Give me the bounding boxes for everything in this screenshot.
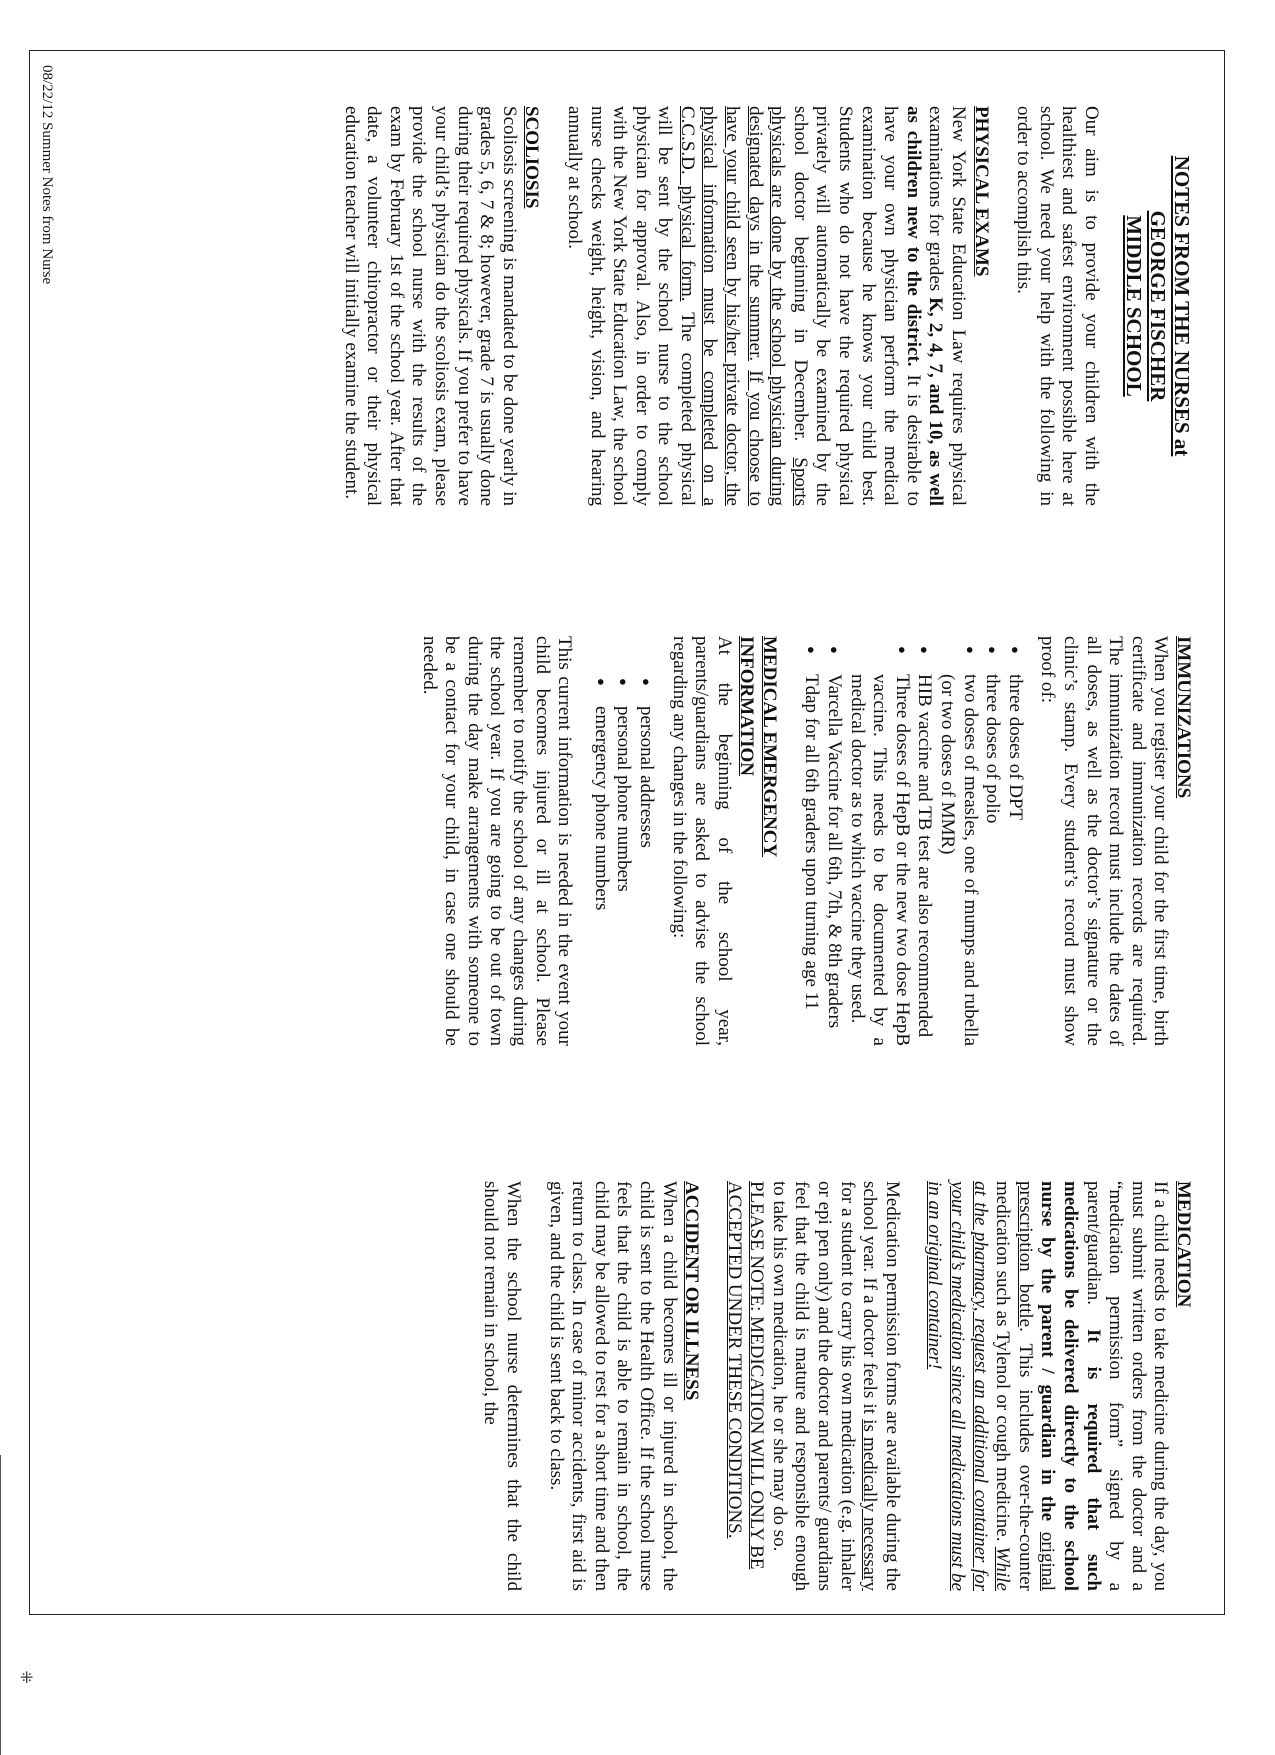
physical-text-a: New York State Education Law requires physical examinations for grades: [925, 106, 970, 506]
list-item: ● Tdap for all 6th graders upon turning age 11: [800, 674, 823, 1046]
physical-grades-bold: K, 2, 4, 7, and 10, as well as children new to the district.: [902, 106, 947, 506]
original-bottle-underlined: original prescription bottle: [1014, 1181, 1059, 1591]
accident-paragraph: When a child becomes ill or injured in school, the child is sent to the Health Office. If the school nurse feels that the child is able to remain in school, the child may be allowed to rest for a short time and then return to class. In case of minor accidents, first aid is given, and the child is sent back to class.: [545, 1181, 680, 1591]
title-line-2: GEORGE FISCHER: [1146, 210, 1170, 402]
footer-note: 08/22/12 Summer Notes from Nurse: [39, 65, 55, 285]
list-item: ● Three doses of HepB or the new two dose HepB vaccine. This needs to be documented by a medical doctor as to which vaccine they used.: [845, 674, 913, 1046]
list-item: ● personal addresses: [634, 706, 657, 1046]
medical-emergency-heading-2: INFORMATION: [736, 636, 758, 777]
physical-exams-heading: PHYSICAL EXAMS: [970, 106, 992, 277]
list-item: ● Varcella Vaccine for all 6th, 7th, & 8th graders: [823, 674, 846, 1046]
medication-paragraph-2: [767, 1181, 903, 1591]
scan-edge-mark: [0, 1455, 15, 1755]
intro-paragraph: Our aim is to provide your children with the healthiest and safest environment possible here at school. We need your help with the following in order to accomplish this.: [1013, 106, 1102, 506]
rotated-flyer-page: [29, 50, 1225, 1615]
title-line-3: MIDDLE SCHOOL: [1122, 215, 1146, 397]
medically-necessary-underlined: is medically necessary: [859, 1419, 881, 1591]
medication-text-2c: for a student to carry his own medication (e.g. inhaler or epi pen only) and the doctor and parents/ guardians feel that the child is mature and responsible enough to take his own medication, he or she may do so.: [768, 1181, 858, 1591]
medication-text-a: If a child needs to take medicine during the day, you must submit written orders from the doctor and a “medication permission form” signed by a parent/guardian.: [1082, 1181, 1172, 1591]
medication-text-d: . This includes over-the-counter medication such as Tylenol or cough medicine.: [992, 1181, 1036, 1591]
list-item: ● two doses of measles, one of mumps and rubella (or two doses of MMR): [935, 674, 980, 1046]
accident-paragraph-2: When the school nurse determines that the child should not remain in school, the: [480, 1181, 524, 1591]
immunizations-list: [800, 636, 1026, 1046]
medication-heading: MEDICATION: [1173, 1181, 1194, 1308]
pharmacy-italic-note: While at the pharmacy, request an additional container for your child’s medication since all medications must be in an original container!: [924, 1181, 1014, 1591]
column-middle: [397, 636, 1194, 1046]
medication-text-2a: Medication permission forms are available during the school year. If a doctor feels it: [859, 1181, 903, 1591]
immunizations-heading: IMMUNIZATIONS: [1173, 636, 1194, 799]
list-item: ● personal phone numbers: [612, 706, 635, 1046]
list-item: ● three doses of DPT: [1003, 674, 1026, 1046]
emergency-paragraph-2: This current information is needed in the event your child becomes injured or ill at school. Please remember to notify the school of any changes during the school year. If you are going to be out of town during the day make arrangements with someone to be a contact for your child, in case one should be needed.: [418, 636, 576, 1046]
accident-heading: ACCIDENT OR ILLNESS: [681, 1181, 703, 1401]
physical-space: [745, 361, 766, 370]
emergency-paragraph: At the beginning of the school year, parents/guardians are asked to advise the school regarding any changes in the following:: [668, 636, 735, 1046]
physical-text-g: The completed physical will be sent by the school nurse to the school physician for approval. Also, in order to comply with the New York State Education Law, the school nurse checks weight, height, vision, and hearing annually at school.: [563, 106, 698, 507]
medication-required-bold: It is required that such medications be delivered directly to the school nurse by the parent / guardian in the: [1037, 1181, 1104, 1591]
flyer-title: [1122, 106, 1194, 506]
sports-physicals-underlined: Sports physicals are done by the school physician during designated days in the summer.: [744, 106, 811, 506]
column-left: [319, 106, 1194, 506]
private-doctor-underlined: If you choose to have your child seen by his/her private doctor, the physical information must be completed on a C.C.S.D. physical form.: [676, 106, 766, 506]
immunizations-paragraph: When you register your child for the first time, birth certificate and immunization records are required. The immunization record must include the dates of all doses, as well as the doctor’s signature or the clinic’s stamp. Every student’s record must show proof of:: [1037, 636, 1172, 1046]
column-right: [459, 1181, 1194, 1591]
physical-text-c: It is desirable to have your own physician perform the medical examination because he knows your child best. Students who do not have the required physical privately will automatically be examined by the school doctor beginning in December.: [789, 106, 924, 506]
medication-paragraph-1: [923, 1181, 1172, 1591]
medical-emergency-heading: MEDICAL EMERGENCY: [758, 636, 780, 858]
emergency-list: [589, 636, 657, 1046]
list-item: ● three doses of polio: [981, 674, 1004, 1046]
physical-exams-paragraph: [562, 106, 969, 506]
scan-speck: ⁜: [20, 1670, 34, 1687]
list-item: ● emergency phone numbers: [589, 706, 612, 1046]
medication-notice: PLEASE NOTE: MEDICATION WILL ONLY BE ACCEPTED UNDER THESE CONDITIONS.: [723, 1181, 768, 1570]
scoliosis-heading: SCOLIOSIS: [521, 106, 543, 209]
list-item: ● HIB vaccine and TB test are also recommended: [913, 674, 936, 1046]
scoliosis-paragraph: Scoliosis screening is mandated to be done yearly in grades 5, 6, 7 & 8; however, grade 7 is usually done during their required physicals. If you prefer to have your child’s physician do the scoliosis exam, please provide the school nurse with the results of the exam by February 1st of the school year. After that date, a volunteer chiropractor or their physical education teacher will initially examine the student.: [340, 106, 520, 506]
title-line-1: NOTES FROM THE NURSES at: [1170, 155, 1194, 457]
